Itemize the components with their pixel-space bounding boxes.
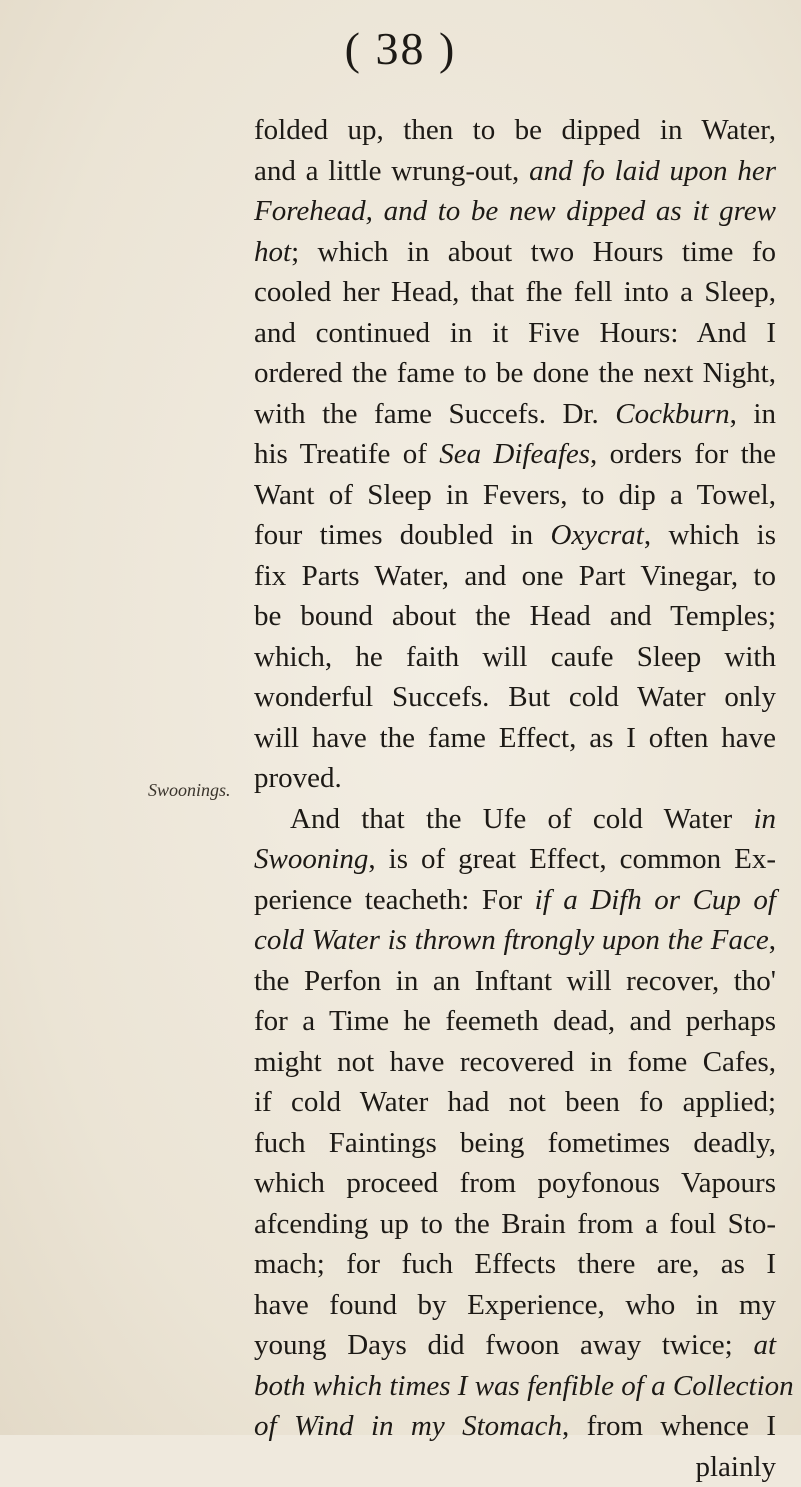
text-run: might not have recovered in fome Cafes,	[254, 1046, 776, 1078]
text-line	[254, 920, 776, 961]
text-run: fuch Faintings being fometimes deadly,	[254, 1127, 776, 1159]
text-run: the Perfon in an Inftant will recover, tho'	[254, 965, 776, 997]
text-line	[254, 1001, 776, 1042]
text-line	[254, 313, 776, 354]
text-run: be bound about the Head and Temples;	[254, 600, 776, 632]
text-line	[254, 515, 776, 556]
text-line	[254, 1325, 776, 1366]
text-run: plainly	[695, 1451, 776, 1483]
text-run: if cold Water had not been fo applied;	[254, 1086, 776, 1118]
text-line	[254, 677, 776, 718]
italic-text: Forehead, and to be new dipped as it grew	[254, 195, 776, 227]
text-run: which proceed from poyfonous Vapours	[254, 1167, 776, 1199]
text-run: and a little wrung-out,	[254, 155, 529, 187]
text-line	[254, 637, 776, 678]
text-line	[254, 1042, 776, 1083]
italic-text: at	[753, 1329, 776, 1361]
text-run: for a Time he feemeth dead, and perhaps	[254, 1005, 776, 1037]
text-run: ; which in about two Hours time fo	[291, 236, 776, 268]
text-line	[254, 961, 776, 1002]
text-line	[254, 232, 776, 273]
text-run: , which is	[644, 519, 776, 551]
text-run: and continued in it Five Hours: And I	[254, 317, 776, 349]
text-run: , orders for the	[590, 438, 776, 470]
text-line	[254, 394, 776, 435]
text-run: have found by Experience, who in my	[254, 1289, 776, 1321]
text-line	[254, 1244, 776, 1285]
italic-text: Swooning	[254, 843, 368, 875]
italic-text: in	[753, 803, 776, 835]
text-run: Want of Sleep in Fevers, to dip a Towel,	[254, 479, 776, 511]
italic-text: cold Water is thrown ftrongly upon the Face	[254, 924, 769, 956]
text-run: mach; for fuch Effects there are, as I	[254, 1248, 776, 1280]
text-run: his Treatife of	[254, 438, 439, 470]
text-line	[254, 758, 776, 799]
text-run: which, he faith will caufe Sleep with	[254, 641, 776, 673]
page-number: ( 38 )	[0, 22, 801, 75]
text-line	[254, 151, 776, 192]
text-line	[254, 1285, 776, 1326]
text-run: young Days did fwoon away twice;	[254, 1329, 753, 1361]
text-run: with the fame Succefs. Dr.	[254, 398, 615, 430]
text-line	[254, 1366, 776, 1407]
text-line	[254, 1123, 776, 1164]
body-text	[254, 110, 776, 1487]
text-line	[254, 799, 776, 840]
text-run: perience teacheth: For	[254, 884, 535, 916]
text-line	[254, 434, 776, 475]
italic-text: if a Difh or Cup of	[535, 884, 776, 916]
text-run: will have the fame Effect, as I often have	[254, 722, 776, 754]
italic-text: Cockburn	[615, 398, 729, 430]
text-line	[254, 1082, 776, 1123]
italic-text: Oxycrat	[550, 519, 643, 551]
text-line	[254, 880, 776, 921]
italic-text: and fo laid upon her	[529, 155, 776, 187]
text-run: cooled her Head, that fhe fell into a Sleep,	[254, 276, 776, 308]
text-line	[254, 718, 776, 759]
text-run: , from whence I	[562, 1410, 776, 1442]
text-line	[254, 475, 776, 516]
text-run: proved.	[254, 762, 342, 794]
text-line	[254, 110, 776, 151]
text-run: wonderful Succefs. But cold Water only	[254, 681, 776, 713]
italic-text: of Wind in my Stomach	[254, 1410, 562, 1442]
text-run: , is of great Effect, common Ex-	[368, 843, 776, 875]
text-run: afcending up to the Brain from a foul Sto-	[254, 1208, 776, 1240]
margin-note: Swoonings.	[148, 780, 231, 801]
text-line	[254, 1163, 776, 1204]
text-run: folded up, then to be dipped in Water,	[254, 114, 776, 146]
text-run: four times doubled in	[254, 519, 550, 551]
text-line	[254, 596, 776, 637]
text-line	[254, 556, 776, 597]
text-run: ordered the fame to be done the next Night,	[254, 357, 776, 389]
text-line	[254, 191, 776, 232]
text-run: And that the Ufe of cold Water	[290, 803, 753, 835]
italic-text: hot	[254, 236, 291, 268]
italic-text: both which times I was fenfible of a Collection	[254, 1370, 794, 1402]
text-line	[254, 353, 776, 394]
text-line	[254, 839, 776, 880]
text-line	[254, 272, 776, 313]
text-run: , in	[730, 398, 776, 430]
text-line	[254, 1447, 776, 1487]
text-line	[254, 1406, 776, 1447]
text-line	[254, 1204, 776, 1245]
text-run: ,	[769, 924, 776, 956]
italic-text: Sea Difeafes	[439, 438, 590, 470]
text-run: fix Parts Water, and one Part Vinegar, to	[254, 560, 776, 592]
